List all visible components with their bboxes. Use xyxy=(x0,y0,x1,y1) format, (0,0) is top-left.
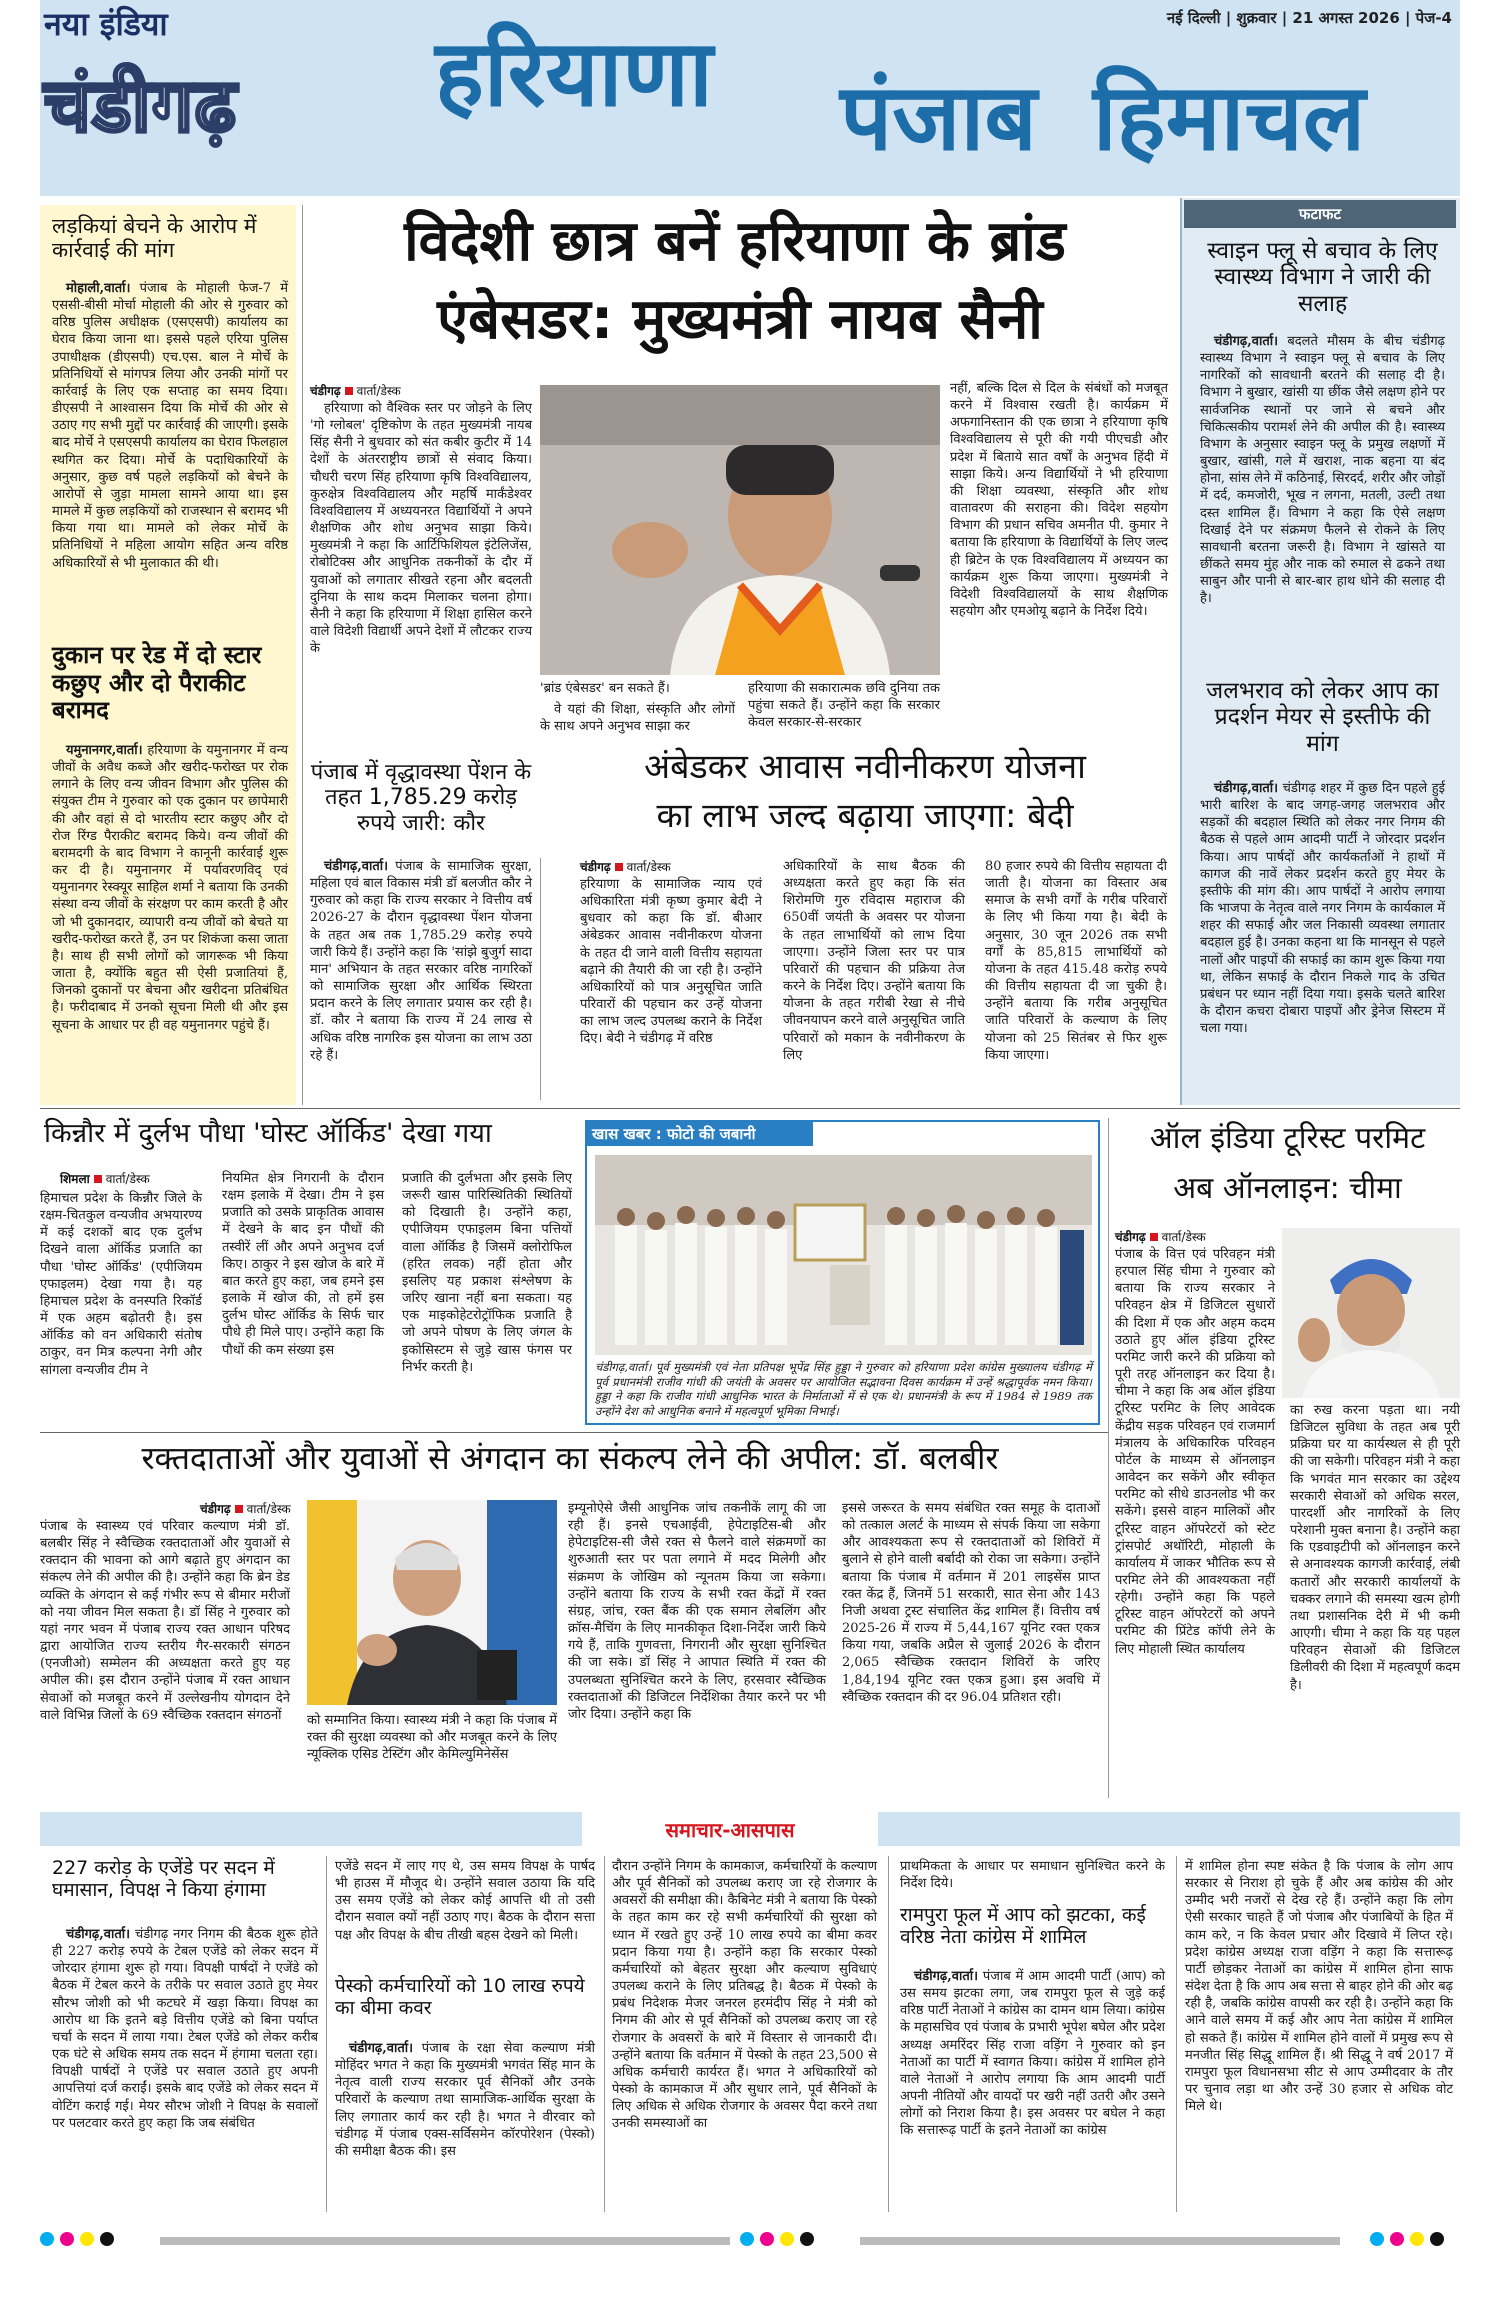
ambedkar-headline-1: अंबेडकर आवास नवीनीकरण योजना xyxy=(644,747,1086,787)
rule xyxy=(888,1856,889,2212)
fatafat-story1-text: बदलते मौसम के बीच चंडीगढ़ स्वास्थ्य विभाग ने स्वाइन फ्लू से बचाव के लिए नागरिकों को सावधानी बरतने की सलाह दी है। विभाग ने बुखार, खांसी या छींक जैसे लक्षण होने पर सार्वजनिक स्थानों पर जाने से बचने और चिकित्सकीय परामर्श लेने की अपील की है। स्वास्थ्य विभाग के अनुसार स्वाइन फ्लू के प्रमुख लक्षणों में बुखार, खांसी, गले में खराश, नाक बहना या बंद होना, सांस लेने में कठिनाई, सिरदर्द, शरीर और जोड़ों में दर्द, कमजोरी, भूख न लगना, मतली, उल्टी तथा दस्त शामिल हैं। विभाग ने कहा कि ऐसे लक्षण दिखाई देने पर संक्रमण फैलने से रोकने के लिए सावधानी बरतना जरूरी है। विभाग ने खांसते या छींकते समय मुंह और नाक को रुमाल से ढकने तथा साबुन और पानी से बार-बार हाथ धोने की सलाह दी है। xyxy=(1200,334,1445,607)
samachar-s3-dateline: चंडीगढ़,वार्ता। xyxy=(914,1969,979,1984)
fatafat-story1-dateline: चंडीगढ़,वार्ता। xyxy=(1214,334,1279,349)
blood-col3 xyxy=(568,1500,826,1794)
permit-col2 xyxy=(1290,1402,1460,1794)
samachar-s3-text: पंजाब में आम आदमी पार्टी (आप) को उस समय झटका लगा, जब रामपुरा फूल से जुड़े कई वरिष्ठ पार्टी नेताओं ने कांग्रेस का दामन थाम लिया। कांग्रेस के महासचिव एवं पंजाब के प्रभारी भूपेश बघेल और प्रदेश अध्यक्ष अमरिंदर सिंह राजा वड़िंग ने गुरुवार को इन नेताओं का पार्टी में स्वागत किया। कांग्रेस में शामिल होने वाले नेताओं ने आरोप लगाया कि आम आदमी पार्टी अपनी नीतियों और वायदों पर खरी नहीं उतरी और उसने लोगों को निराश किया है। इस अवसर पर बघेल ने कहा कि सत्तारूढ़ पार्टी के इतने नेताओं का कांग्रेस xyxy=(900,1969,1165,2139)
samachar-s1-text: चंडीगढ़ नगर निगम की बैठक शुरू होते ही 227 करोड़ रुपये के टेबल एजेंडे को लेकर सदन में जोरदार हंगामा शुरू हो गया। विपक्षी पार्षदों ने एजेंडे को बैठक में टेबल करने के तरीके पर सवाल उठाते हुए मेयर सौरभ जोशी को भी कटघरे में खड़ा किया। विपक्ष का आरोप था कि इतने बड़े वित्तीय एजेंडे को बिना पर्याप्त चर्चा के सदन में लाया गया। टेबल एजेंडे को लेकर करीब एक घंटे से अधिक समय तक सदन में हंगामा चलता रहा। विपक्षी पार्षदों ने एजेंडे पर सवाल उठाते हुए अपनी आपत्तियां दर्ज कराईं। इसके बाद एजेंडे को लेकर सदन में वोटिंग कराई गई। मेयर सौरभ जोशी ने विपक्ष के सवालों पर पलटवार करते हुए कहा कि जब संबंधित xyxy=(52,1927,319,2131)
color-dots-left xyxy=(40,2232,120,2246)
kinnaur-col1 xyxy=(40,1190,202,1418)
samachar-s2-text: पंजाब के रक्षा सेवा कल्याण मंत्री मोहिंदर भगत ने कहा कि मुख्यमंत्री भगवंत सिंह मान के नेतृत्व वाली राज्य सरकार पूर्व सैनिकों और उनके परिवारों के कल्याण तथा सामाजिक-आर्थिक सुरक्षा के लिए लगातार कार्य कर रही है। भगत ने वीरवार को चंडीगढ़ में पंजाब एक्स-सर्विसमेन कॉरपोरेशन (पेस्को) की समीक्षा बैठक की। इस xyxy=(335,2041,595,2159)
photo-story-caption-text: चंडीगढ़,वार्ता। पूर्व मुख्यमंत्री एवं नेता प्रतिपक्ष भूपेंद्र सिंह हुड्डा ने गुरुवार को हरियाणा प्रदेश कांग्रेस मुख्यालय चंडीगढ़ में पूर्व प्रधानमंत्री राजीव गांधी की जयंती के अवसर पर आयोजित सद्भावना दिवस कार्यक्रम में उन्हें श्रद्धापूर्वक नमन किया। हुड्डा ने कहा कि राजीव गांधी आधुनिक भारत के निर्माताओं में से एक थे। प्रधानमंत्री के रूप में 1984 से 1989 तक उन्होंने देश को आधुनिक बनाने में महत्वपूर्ण भूमिका निभाई। xyxy=(595,1360,1092,1419)
kinnaur-col1-text: हिमाचल प्रदेश के किन्नौर जिले के रक्षम-चितकुल वन्यजीव अभयारण्य में कई दशकों बाद एक दुर्लभ दिखने वाला ऑर्किड प्रजाति का पौधा 'घोस्ट ऑर्किड' (एपीजियम एफाइलम) देखा गया है। यह हिमाचल प्रदेश के वनस्पति रिकॉर्ड में एक अहम बढ़ोतरी है। इस ऑर्किड को वन अधिकारी संतोष ठाकुर, वन मित्र कल्पना नेगी और सांगला वन्यजीव टीम ने xyxy=(40,1191,202,1378)
blood-col3-text: इम्यूनोऐसे जैसी आधुनिक जांच तकनीकें लागू की जा रही हैं। इनसे एचआईवी, हेपेटाइटिस-बी और हेपेटाइटिस-सी जैसे रक्त से फैलने वाले संक्रमणों का शुरुआती स्तर पर पता लगाने में मदद मिलेगी और संक्रमण के जोखिम को न्यूनतम किया जा सकेगा। उन्होंने बताया कि राज्य के सभी रक्त केंद्रों में रक्त संग्रह, जांच, रक्त बैंक की एक समान लेबलिंग और क्रॉस-मैचिंग के लिए मानकीकृत दिशा-निर्देश जारी किये गये हैं, ताकि गुणवत्ता, निगरानी और सुरक्षा सुनिश्चित की जा सके। डॉ सिंह ने आपात स्थिति में रक्त की उपलब्धता सुनिश्चित करने के लिए, हरसवार स्वैच्छिक रक्तदाताओं की डिजिटल निर्देशिका तैयार करने पर भी जोर दिया। उन्होंने कहा कि xyxy=(568,1501,826,1722)
left-story1-dateline: मोहाली,वार्ता। xyxy=(66,281,131,296)
title-haryana: हरियाणा xyxy=(435,20,713,127)
photo-story-caption xyxy=(595,1360,1092,1420)
rule xyxy=(604,1856,605,2212)
group-photo-image xyxy=(595,1155,1092,1355)
cheema-photo xyxy=(1282,1228,1460,1398)
samachar-s1-dateline: चंडीगढ़,वार्ता। xyxy=(66,1927,131,1942)
blood-byline-place: चंडीगढ़ xyxy=(200,1502,231,1516)
samachar-s3-body2 xyxy=(1185,1858,1453,2210)
balbir-photo xyxy=(307,1500,557,1705)
kinnaur-col2 xyxy=(222,1170,384,1418)
blood-col4-text: इससे जरूरत के समय संबंधित रक्त समूह के दाताओं को तत्काल अलर्ट के माध्यम से संपर्क किया जा सकेगा और आवश्यकता रूप से रक्तदाताओं को शिविरों में बुलाने से होने वाली बर्बादी को रोका जा सकेगा। उन्होंने बताया कि पंजाब में वर्तमान में 201 लाइसेंस प्राप्त रक्त केंद्र हैं, जिनमें 51 सरकारी, सात सेना और 143 निजी अथवा ट्रस्ट संचालित केंद्र शामिल हैं। वित्तीय वर्ष 2025-26 में राज्य में 5,44,167 यूनिट रक्त एकत्र किया गया, जबकि अप्रैल से जुलाई 2026 के दौरान 2,065 स्वैच्छिक रक्तदान शिविरों के जरिए 1,84,194 यूनिट रक्त एकत्र हुआ। इस अवधि में स्वैच्छिक रक्तदान की दर 96.04 प्रतिशत रही। xyxy=(842,1501,1100,1705)
blood-col1-text: पंजाब के स्वास्थ्य एवं परिवार कल्याण मंत्री डॉ. बलबीर सिंह ने स्वैच्छिक रक्तदाताओं और युवाओं से रक्तदान की भावना को आगे बढ़ाते हुए अंगदान का संकल्प लेने की अपील की है। उन्होंने कहा कि ब्रेन डेड व्यक्ति के अंगदान से कई गंभीर रूप से बीमार मरीजों को नया जीवन मिल सकता है। डॉ सिंह ने गुरुवार को यहां नगर भवन में पंजाब राज्य रक्त आधान परिषद द्वारा आयोजित राज्य स्तरीय गैर-सरकारी संगठन (एनजीओ) सम्मेलन की अध्यक्षता करते हुए यह अपील की। इस दौरान उन्होंने पंजाब में रक्त आधान सेवाओं को मजबूत करने में उल्लेखनीय योगदान देने वाले विभिन्न जिलों के 69 स्वैच्छिक रक्तदान संगठनों xyxy=(40,1519,290,1723)
permit-headline-1: ऑल इंडिया टूरिस्ट परमिट xyxy=(1149,1121,1426,1156)
left-story2-dateline: यमुनानगर,वार्ता। xyxy=(66,743,143,758)
ambedkar-headline-2: का लाभ जल्द बढ़ाया जाएगा: बेदी xyxy=(656,796,1074,836)
lead-col1 xyxy=(310,400,532,704)
lead-byline xyxy=(310,382,401,399)
left-story2-body xyxy=(52,742,288,1097)
samachar-s2-text2: दौरान उन्होंने निगम के कामकाज, कर्मचारियों के कल्याण और पूर्व सैनिकों को उपलब्ध कराए जा रहे रोजगार के अवसरों की समीक्षा की। कैबिनेट मंत्री ने बताया कि पेस्को के तहत काम कर रहे सभी कर्मचारियों की सुरक्षा को ध्यान में रखते हुए उन्हें 10 लाख रुपये का बीमा कवर प्रदान किया गया है। उन्होंने कहा कि सरकार पेस्को कर्मचारियों को बेहतर सुरक्षा और कल्याण सुविधाएं उपलब्ध कराने के लिए प्रतिबद्ध है। बैठक में पेस्को के प्रबंध निदेशक मेजर जनरल हरमंदीप सिंह ने मंत्री को निगम की ओर से पूर्व सैनिकों को उपलब्ध कराए जा रहे रोजगार के अवसरों के बारे में विस्तार से जानकारी दी। उन्होंने बताया कि वर्तमान में पेस्को के तहत 23,500 से अधिक कर्मचारी कार्यरत हैं। भगत ने अधिकारियों को पेस्को के कामकाज में और सुधार लाने, पूर्व सैनिकों के लिए अधिक से अधिक रोजगार के अवसर पैदा करने तथा उनकी समस्याओं का xyxy=(612,1859,877,2132)
ambedkar-col1-text: हरियाणा के सामाजिक न्याय एवं अधिकारिता मंत्री कृष्ण कुमार बेदी ने बुधवार को कहा कि डॉ. बीआर अंबेडकर आवास नवीनीकरण योजना के तहत दी जाने वाली वित्तीय सहायता बढ़ाने की तैयारी की जा रही है। उन्होंने अधिकारियों को पात्र अनुसूचित जाति परिवारों की पहचान कर उन्हें योजना का लाभ जल्द उपलब्ध कराने के निर्देश दिए। बेदी ने चंडीगढ़ में वरिष्ठ xyxy=(580,877,762,1047)
samachar-s1-text2: एजेंडे सदन में लाए गए थे, उस समय विपक्ष के पार्षद भी हाउस में मौजूद थे। उन्होंने सवाल उठाया कि यदि उस समय एजेंडे को लेकर कोई आपत्ति थी तो उसी दौरान सवाल क्यों नहीं उठाए गए। बैठक के दौरान सत्ता पक्ष और विपक्ष के बीच तीखी बहस देखने को मिली। xyxy=(335,1859,595,1943)
samachar-s3-headline: रामपुरा फूल में आप को झटका, कई वरिष्ठ नेता कांग्रेस में शामिल xyxy=(900,1904,1146,1948)
color-dots-mid xyxy=(740,2232,820,2246)
fatafat-story1-headline: स्वाइन फ्लू से बचाव के लिए स्वास्थ्य विभाग ने जारी की सलाह xyxy=(1207,238,1438,317)
kinnaur-byline-source: वार्ता/डेस्क xyxy=(105,1172,150,1186)
permit-col1-text: पंजाब के वित्त एवं परिवहन मंत्री हरपाल सिंह चीमा ने गुरुवार को बताया कि राज्य सरकार ने परिवहन क्षेत्र में डिजिटल सुधारों की दिशा में एक और अहम कदम उठाते हुए ऑल इंडिया टूरिस्ट परमिट जारी करने की प्रक्रिया को पूरी तरह ऑनलाइन कर दिया है। चीमा ने कहा कि अब ऑल इंडिया टूरिस्ट परमिट के लिए आवेदक केंद्रीय सड़क परिवहन एवं राजमार्ग मंत्रालय के अधिकारिक परिवहन पोर्टल के माध्यम से ऑनलाइन आवेदन कर सकेंगे और स्वीकृत परमिट को सीधे डाउनलोड भी कर सकेंगे। इससे वाहन मालिकों और टूरिस्ट वाहन ऑपरेटरों को स्टेट ट्रांसपोर्ट अथॉरिटी, मोहाली के कार्यालय में जाकर भौतिक रूप से परमिट लेने की आवश्यकता नहीं रहेगी। उन्होंने कहा कि पहले टूरिस्ट वाहन ऑपरेटरों को अपने परमिट की प्रिंटेड कॉपी लेने के लिए मोहाली स्थित कार्यालय xyxy=(1115,1247,1275,1657)
left-story1-headline: लड़कियां बेचने के आरोप में कार्रवाई की मांग xyxy=(52,214,257,263)
left-story2-text: हरियाणा के यमुनानगर में वन्य जीवों के अवैध कब्जे और खरीद-फरोख्त पर रोक लगाने के लिए वन्य जीवन विभाग और पुलिस की संयुक्त टीम ने गुरुवार को एक दुकान पर छापेमारी की और वहां से दो भारतीय स्टार कछुए और दो रोज रिंग्ड पैराकीट बरामद किये। वन्य जीवों की बरामदगी के बाद विभाग ने कानूनी कार्रवाई शुरू कर दी है। यमुनानगर में पर्यावरणविद् एवं यमुनानगर रेस्क्यूर साहिल शर्मा ने बताया कि उनकी संस्था वन्य जीवों के संरक्षण पर काम करती है और जो भी दुकानदार, व्यापारी वन्य जीवों को बेचते या खरीद-फरोख्त करते हैं, उन पर शिकंजा कसा जाता है। साथ ही सभी लोगों को जागरूक भी किया जाता है, क्योंकि बहुत सी ऐसी प्रजातियां हैं, जिनको दुकानों पर बेचना और खरीदना प्रतिबंधित है। फरीदाबाद में उनको सूचना मिली थी और इस सूचना के आधार पर ही वह यमुनानगर पहुंचे हैं। xyxy=(52,743,288,1033)
rule xyxy=(326,1856,327,2212)
lead-caption-1: 'ब्रांड एंबेसडर' बन सकते हैं। xyxy=(540,681,670,696)
lead-headline-line2: एंबेसडर: मुख्यमंत्री नायब सैनी xyxy=(437,287,1043,352)
masthead-title-2 xyxy=(840,64,1366,171)
ambedkar-col3 xyxy=(985,858,1167,1100)
blood-byline xyxy=(200,1500,291,1517)
samachar-s3-body xyxy=(900,1968,1165,2210)
samachar-s2-headline: पेस्को कर्मचारियों को 10 लाख रुपये का बीमा कवर xyxy=(335,1975,585,2019)
title-punjab: पंजाब xyxy=(840,64,1037,171)
pension-dateline: चंडीगढ़,वार्ता। xyxy=(324,859,389,874)
dateline: नई दिल्ली | शुक्रवार | 21 अगस्त 2026 | पेज-4 xyxy=(1166,9,1452,27)
color-dots-right xyxy=(1370,2232,1450,2246)
ambedkar-col2 xyxy=(783,858,965,1100)
lead-photo xyxy=(540,385,940,675)
photo-story-banner-label: खास खबर : फोटो की जबानी xyxy=(592,1125,756,1143)
blood-byline-source: वार्ता/डेस्क xyxy=(246,1502,291,1516)
samachar-s2-text3: प्राथमिकता के आधार पर समाधान सुनिश्चित करने के निर्देश दिये। xyxy=(900,1859,1165,1892)
left-story2-headline: दुकान पर रेड में दो स्टार कछुए और दो पैराकीट बरामद xyxy=(52,641,262,725)
rule xyxy=(540,858,541,1100)
kinnaur-byline xyxy=(60,1170,150,1187)
left-story1-body xyxy=(52,280,288,660)
balbir-portrait xyxy=(307,1500,557,1705)
rule xyxy=(1176,1856,1177,2212)
blood-col2-text: को सम्मानित किया। स्वास्थ्य मंत्री ने कहा कि पंजाब में रक्त की सुरक्षा व्यवस्था को और मजबूत करने के लिए न्यूक्लिक एसिड टेस्टिंग और केमिल्युमिनेसेंस xyxy=(307,1713,557,1763)
ambedkar-byline-place: चंडीगढ़ xyxy=(580,860,611,874)
brand-label: नया इंडिया xyxy=(44,5,168,43)
fatafat-story1-body xyxy=(1200,333,1445,673)
grey-bar xyxy=(860,2237,1340,2245)
registration-bar xyxy=(40,2232,1460,2250)
left-story1-text: पंजाब के मोहाली फेज-7 में एससी-बीसी मोर्चा मोहाली की ओर से गुरुवार को वरिष्ठ पुलिस अधीक्षक (एसएसपी) कार्यालय का घेराव किया जाना था। इससे पहले एरिया पुलिस उपाधीक्षक (डीएसपी) एच.एस. बाल ने मोर्चे के प्रतिनिधियों से मांगपत्र लिया और उनकी मांगों पर कार्रवाई के लिए एक सप्ताह का समय दिया। डीएसपी ने आश्वासन दिया कि मोर्चे की ओर से उठाए गए सभी मुद्दों पर कार्रवाई की जाएगी। इसके बाद मोर्चे ने एसएसपी कार्यालय का घेराव फिलहाल स्थगित कर दिया। मोर्चे के पदाधिकारियों के अनुसार, कुछ वर्ष पहले लड़कियों को बेचने के आरोपों से जुड़ा मामला सामने आया था। इस मामले में कुछ लड़कियों को राजस्थान से बरामद भी किया गया था। मामले को लेकर मोर्चे के प्रतिनिधियों ने महिला आयोग सहित अन्य वरिष्ठ अधिकारियों से भी मुलाकात की थी। xyxy=(52,281,288,571)
masthead xyxy=(40,0,1460,196)
permit-headline-2: अब ऑनलाइन: चीमा xyxy=(1173,1171,1402,1206)
samachar-label: समाचार-आसपास xyxy=(665,1818,795,1842)
samachar-s1-headline: 227 करोड़ के एजेंडे पर सदन में घमासान, विपक्ष ने किया हंगामा xyxy=(52,1857,275,1901)
kinnaur-col3 xyxy=(402,1170,572,1418)
masthead-title xyxy=(435,20,713,127)
rule xyxy=(1108,1118,1109,1798)
permit-byline-source: वार्ता/डेस्क xyxy=(1161,1230,1206,1244)
chief-minister-photo xyxy=(540,385,940,675)
samachar-s2-dateline: चंडीगढ़,वार्ता। xyxy=(349,2041,414,2056)
blood-headline: रक्तदाताओं और युवाओं से अंगदान का संकल्प लेने की अपील: डॉ. बलबीर xyxy=(141,1439,999,1477)
lead-byline-place: चंडीगढ़ xyxy=(310,384,341,398)
samachar-s1-body xyxy=(52,1926,318,2211)
lead-col3 xyxy=(950,380,1168,742)
kinnaur-col2-text: नियमित क्षेत्र निगरानी के दौरान रक्षम इलाके में देखा। टीम ने इस प्रजाति को उसके प्राकृतिक आवास में देखने के बाद इन पौधों की तस्वीरें लीं और अपने अनुभव दर्ज किए। ठाकुर ने इस खोज के बारे में बात करते हुए कहा, जब हमने इस इलाके में खोज की, तो हमें इस दुर्लभ घोस्ट ऑर्किड के सिर्फ चार पौधे ही मिले पाए। उन्होंने कहा कि पौधों की कम संख्या इस xyxy=(222,1171,384,1358)
samachar-s1-body2 xyxy=(335,1858,595,1970)
group-photo xyxy=(595,1155,1092,1355)
kinnaur-headline: किन्नौर में दुर्लभ पौधा 'घोस्ट ऑर्किड' देखा गया xyxy=(44,1118,492,1149)
pension-body xyxy=(310,858,532,1100)
fatafat-story2-body xyxy=(1200,780,1445,1100)
pension-text: पंजाब के सामाजिक सुरक्षा, महिला एवं बाल विकास मंत्री डॉ बलजीत कौर ने गुरुवार को कहा कि राज्य सरकार ने वित्तीय वर्ष 2026-27 के दौरान वृद्धावस्था पेंशन योजना के तहत अब तक 1,785.29 करोड़ रुपये जारी किये हैं। उन्होंने कहा कि 'सांझे बुजुर्ग सादा मान' अभियान के तहत सरकार वरिष्ठ नागरिकों को सामाजिक सुरक्षा और आर्थिक स्थिरता प्रदान करने के लिए लगातार प्रयास कर रही है। डॉ. कौर ने बताया कि राज्य में 24 लाख से अधिक वरिष्ठ नागरिक इस योजना का लाभ उठा रहे हैं। xyxy=(310,859,532,1063)
lead-caption-2: हरियाणा की सकारात्मक छवि दुनिया तक पहुंचा सकते हैं। उन्होंने कहा कि सरकार केवल सरकार-से-सरकार xyxy=(748,681,940,731)
lead-headline-line1: विदेशी छात्र बनें हरियाणा के ब्रांड xyxy=(404,209,1066,274)
permit-col1 xyxy=(1115,1246,1275,1794)
city-title: चंडीगढ़ xyxy=(44,63,238,149)
fatafat-story2-text: चंडीगढ़ शहर में कुछ दिन पहले हुई भारी बारिश के बाद जगह-जगह जलभराव और सड़कों की बदहाल स्थिति को लेकर नगर निगम की बैठक से पहले आम आदमी पार्टी ने जोरदार प्रदर्शन किया। आप पार्षदों और कार्यकर्ताओं ने हाथों में कागज की नावें लेकर प्रदर्शन करते हुए मेयर के इस्तीफे की मांग की। आप पार्षदों ने आरोप लगाया कि भाजपा के नेतृत्व वाले नगर निगम के कार्यकाल में शहर की सफाई और जल निकासी व्यवस्था लगातार बदहाल हुई है। उनका कहना था कि मानसून से पहले नालों और पाइपों की सफाई का काम शुरू किया गया था, लेकिन सफाई के दौरान निकले गाद के उचित प्रबंधन पर ध्यान नहीं दिया गया। इसके चलते बारिश के दौरान कचरा दोबारा पाइपों और ड्रेनेज सिस्टम में चला गया। xyxy=(1200,781,1445,1037)
blood-col4 xyxy=(842,1500,1100,1794)
lead-caption-col1 xyxy=(540,680,735,735)
lead-caption-1b: वे यहां की शिक्षा, संस्कृति और लोगों के साथ अपने अनुभव साझा कर xyxy=(540,702,735,735)
fatafat-label: फटाफट xyxy=(1184,200,1456,228)
blood-col1 xyxy=(40,1518,290,1794)
permit-col2-text: का रुख करना पड़ता था। नयी डिजिटल सुविधा के तहत अब पूरी प्रक्रिया घर या कार्यस्थल से ही पूरी की जा सकेगी। परिवहन मंत्री ने कहा कि भगवंत मान सरकार का उद्देश्य सरकारी सेवाओं को अधिक सरल, पारदर्शी और नागरिकों के लिए परेशानी मुक्त बनाना है। उन्होंने कहा कि एडवाइटीपी को ऑनलाइन करने से अनावश्यक कागजी कार्रवाई, लंबी कतारों और सरकारी कार्यालयों के चक्कर लगाने की समस्या खत्म होगी तथा प्रशासनिक देरी में भी कमी आएगी। चीमा ने कहा कि यह पहल परिवहन सेवाओं की डिजिटल डिलीवरी की दिशा में महत्वपूर्ण कदम है। xyxy=(1290,1403,1460,1693)
ambedkar-col3-text: 80 हजार रुपये की वित्तीय सहायता दी जाती है। योजना का विस्तार अब समाज के सभी वर्गों के गरीब परिवारों के लिए भी किया गया है। बेदी के अनुसार, 30 जून 2026 तक सभी वर्गों के 85,815 लाभार्थियों को योजना के तहत 415.48 करोड़ रुपये की वित्तीय सहायता दी जा चुकी है। उन्होंने बताया कि गरीब अनुसूचित जाति परिवारों के कल्याण के लिए योजना को 25 सितंबर से फिर शुरू किया जाएगा। xyxy=(985,859,1167,1063)
kinnaur-byline-place: शिमला xyxy=(60,1172,90,1186)
cheema-portrait xyxy=(1282,1228,1460,1398)
samachar-s2-body xyxy=(335,2040,595,2210)
divider-1 xyxy=(40,1108,1460,1109)
lead-byline-source: वार्ता/डेस्क xyxy=(356,384,401,398)
lead-col3-text: नहीं, बल्कि दिल से दिल के संबंधों को मजबूत करने में विश्वास रखती है। कार्यक्रम में अफगानिस्तान की एक छात्रा ने हरियाणा कृषि विश्वविद्यालय से पूरी की गयी पीएचडी और प्रदेश में बिताये सात वर्षों के अनुभव हिंदी में साझा किये। अन्य विद्यार्थियों ने भी हरियाणा की शिक्षा व्यवस्था, संस्कृति और शोध वातावरण की सराहना की। विदेश सहयोग विभाग की प्रधान सचिव अमनीत पी. कुमार ने बताया कि हरियाणा के विद्यार्थियों के लिए जल्द ही ब्रिटेन के एक विश्वविद्यालय में अध्ययन का कार्यक्रम शुरू किया जाएगा। मुख्यमंत्री ने विदेशी विश्वविद्यालयों के साथ शैक्षणिक सहयोग और एमओयू बढ़ाने के निर्देश दिये। xyxy=(950,381,1168,620)
ambedkar-byline-source: वार्ता/डेस्क xyxy=(626,860,671,874)
samachar-s2-body3 xyxy=(900,1858,1165,1898)
kinnaur-col3-text: प्रजाति की दुर्लभता और इसके लिए जरूरी खास पारिस्थितिकी स्थितियों को दिखाती है। उन्होंने कहा, एपीजियम एफाइलम बिना पत्तियों वाला ऑर्किड है जिसमें क्लोरोफिल (हरित लवक) नहीं होता और इसलिए यह प्रकाश संश्लेषण के जरिए खाना नहीं बना सकता। यह एक माइकोहेटरोट्रॉफिक प्रजाति है जो अपने पोषण के लिए जंगल के इकोसिस्टम से जुड़े खास फंगस पर निर्भर करती है। xyxy=(402,1171,572,1375)
blood-col2 xyxy=(307,1712,557,1794)
ambedkar-col1 xyxy=(580,876,762,1100)
ambedkar-byline xyxy=(580,858,671,875)
grey-bar xyxy=(160,2237,730,2245)
divider-2 xyxy=(40,1432,1108,1433)
permit-byline-place: चंडीगढ़ xyxy=(1115,1230,1146,1244)
pension-headline: पंजाब में वृद्धावस्था पेंशन के तहत 1,785.29 करोड़ रुपये जारी: कौर xyxy=(310,760,532,836)
fatafat-story2-headline: जलभराव को लेकर आप का प्रदर्शन मेयर से इस्तीफे की मांग xyxy=(1206,678,1439,757)
rule xyxy=(302,205,303,1105)
permit-byline xyxy=(1115,1228,1206,1245)
lead-col1-text: हरियाणा को वैश्विक स्तर पर जोड़ने के लिए 'गो ग्लोबल' दृष्टिकोण के तहत मुख्यमंत्री नायब सिंह सैनी ने बुधवार को संत कबीर कुटीर में 14 देशों के अंतरराष्ट्रीय छात्रों से संवाद किया। चौधरी चरण सिंह हरियाणा कृषि विश्वविद्यालय, कुरुक्षेत्र विश्वविद्यालय और महर्षि मार्कंडेश्वर विश्वविद्यालय में अध्ययनरत विद्यार्थियों ने अपने शैक्षणिक और शोध अनुभव साझा किये। मुख्यमंत्री ने कहा कि आर्टिफिशियल इंटेलिजेंस, रोबोटिक्स और आधुनिक तकनीकों के दौर में युवाओं को लगातार सीखते रहना और बदलती दुनिया के साथ कदम मिलाकर चलना होगा। सैनी ने कहा कि हरियाणा में शिक्षा हासिल करने वाले विदेशी विद्यार्थी अपने देशों में लौटकर राज्य के xyxy=(310,401,532,657)
lead-caption-col2 xyxy=(748,680,940,731)
fatafat-story2-dateline: चंडीगढ़,वार्ता। xyxy=(1214,781,1279,796)
title-himachal: हिमाचल xyxy=(1092,64,1366,171)
samachar-s3-text2: में शामिल होना स्पष्ट संकेत है कि पंजाब के लोग आप सरकार से निराश हो चुके हैं और अब कांग्रेस की ओर उम्मीद भरी नजरों से देख रहे हैं। उन्होंने कहा कि लोग ऐसी सरकार चाहते हैं जो पंजाब और पंजाबियों के हित में काम करे, न कि केवल प्रचार और दिखावे में लिप्त रहे। प्रदेश कांग्रेस अध्यक्ष राजा वड़िंग ने कहा कि सत्तारूढ़ पार्टी छोड़कर नेताओं का कांग्रेस में शामिल होना साफ संदेश देता है कि आप अब सत्ता से बाहर होने की ओर बढ़ रही है, जबकि कांग्रेस वापसी कर रही है। उन्होंने कहा कि आने वाले समय में कई और आप नेता कांग्रेस में शामिल हो सकते हैं। कांग्रेस में शामिल होने वालों में प्रमुख रूप से मनजीत सिंह सिद्धू शामिल हैं। श्री सिद्धू ने वर्ष 2017 में रामपुरा फूल विधानसभा सीट से आप उम्मीदवार के तौर पर चुनाव लड़ा था और उन्हें 30 हजार से अधिक वोट मिले थे। xyxy=(1185,1859,1453,2115)
samachar-s2-body2 xyxy=(612,1858,877,2210)
ambedkar-col2-text: अधिकारियों के साथ बैठक की अध्यक्षता करते हुए कहा कि संत शिरोमणि गुरु रविदास महाराज की 650वीं जयंती के अवसर पर योजना के तहत लाभार्थियों को लाभ दिया जाएगा। उन्होंने जिला स्तर पर पात्र परिवारों की पहचान की प्रक्रिया तेज करने के निर्देश दिए। उन्होंने बताया कि योजना के तहत गरीबी रेखा से नीचे जीवनयापन करने वाले अनुसूचित जाति परिवारों को मकान के नवीनीकरण के लिए xyxy=(783,859,965,1063)
